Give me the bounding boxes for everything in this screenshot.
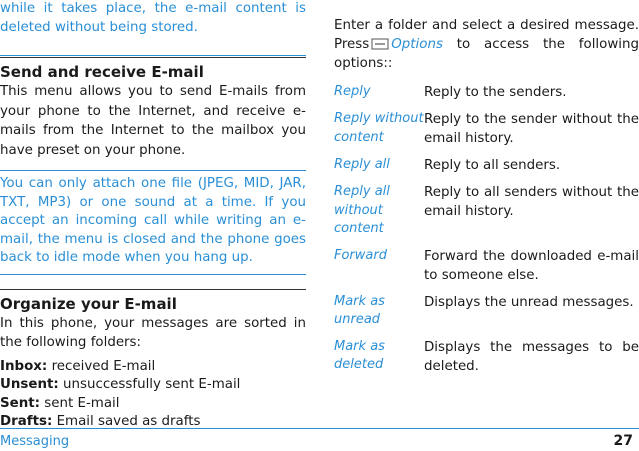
option-name: Mark as unread [334, 293, 385, 327]
folder-desc: sent E-mail [44, 395, 120, 411]
divider [0, 55, 306, 56]
page-number: 27 [613, 433, 633, 449]
option-row [334, 110, 639, 156]
folder-desc: unsuccessfully sent E-mail [63, 377, 241, 392]
option-desc: Reply to the senders. [424, 85, 567, 100]
folder-label: Inbox: [0, 358, 48, 374]
option-desc: Displays the messages to be deleted. [424, 339, 639, 374]
folder-label: Drafts: [0, 414, 53, 429]
folder-item [0, 376, 306, 395]
option-row [334, 183, 639, 247]
options-word: Options [391, 37, 443, 52]
option-row [334, 338, 639, 376]
intro-suffix: to access the following options:: [334, 37, 639, 71]
divider [0, 289, 306, 290]
option-desc: Forward the downloaded e-mail to someone else. [424, 248, 639, 283]
section-heading-organize: Organize your E-mail [0, 294, 177, 313]
attachment-note: You can only attach one file (JPEG, MID, JAR, TXT, MP3) or one sound at a time. If you accept an incoming call while writing an e-mail, the menu is closed and the phone goes back to idle mode when you hang up. [0, 176, 306, 265]
option-name: Forward [334, 247, 387, 263]
divider [0, 170, 306, 171]
folder-desc: received E-mail [51, 358, 156, 374]
softkey-icon [371, 37, 389, 49]
option-row [334, 83, 639, 110]
folder-label: Sent: [0, 395, 41, 411]
folder-item [0, 358, 306, 377]
option-desc: Displays the unread messages. [424, 294, 634, 310]
option-row [334, 156, 639, 183]
divider [0, 57, 306, 58]
option-name: Reply all [334, 157, 390, 172]
section-heading-send-receive: Send and receive E-mail [0, 63, 204, 81]
folder-desc: Email saved as drafts [56, 414, 201, 429]
option-name: Reply all without content [334, 184, 390, 236]
option-row [334, 293, 639, 338]
option-desc: Reply to all senders. [424, 158, 561, 173]
footer-section-title: Messaging [0, 434, 70, 449]
folder-label: Unsent: [0, 377, 59, 392]
section-body-send-receive: This menu allows you to send E-mails from your phone to the Internet, and receive e-mails from the Internet to the mailbox you have preset on your phone. [0, 84, 306, 158]
options-intro [334, 16, 639, 73]
folder-item [0, 395, 306, 414]
option-name: Reply without content [334, 111, 424, 145]
top-note: while it takes place, the e-mail content is deleted without being stored. [0, 1, 306, 35]
section-body-organize: In this phone, your messages are sorted in the following folders: [0, 315, 306, 350]
footer-divider [0, 428, 639, 429]
option-name: Mark as deleted [334, 338, 385, 372]
option-row [334, 247, 639, 293]
intro-prefix: Enter a folder and select a desired message. Press [334, 18, 639, 52]
option-name: Reply [334, 84, 371, 99]
folder-list [0, 358, 306, 432]
right-column [334, 0, 639, 376]
left-column [0, 0, 306, 432]
options-table [334, 83, 639, 376]
option-desc: Reply to all senders without the email history. [424, 185, 639, 219]
option-desc: Reply to the sender without the email history. [424, 112, 639, 146]
